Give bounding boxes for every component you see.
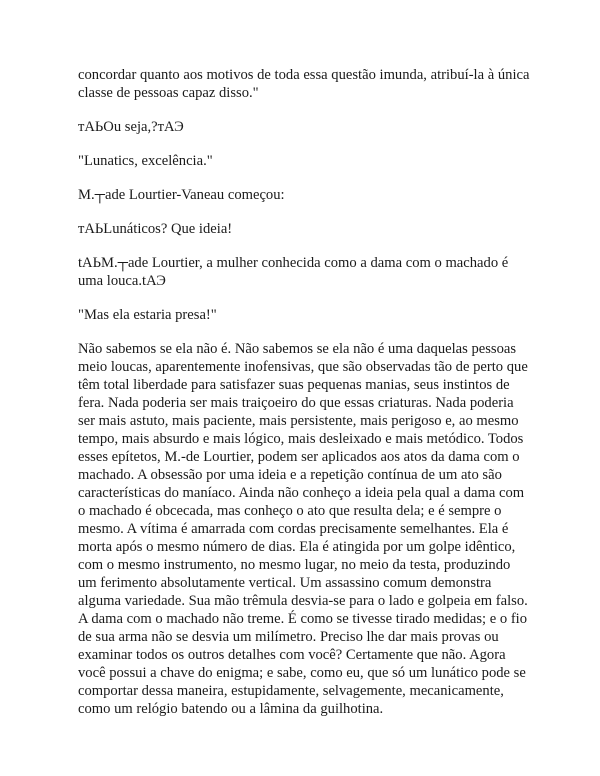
paragraph-dama-louca: tАЬM.┬ade Lourtier, a mulher conhecida como a dama com o machado é uma louca.tАЭ [78,255,509,289]
paragraph-lunaticos: тАЬLunáticos? Que ideia! [78,221,233,237]
paragraph-main-argument: Não sabemos se ela não é. Não sabemos se ela não é uma daquelas pessoas meio loucas, aparentemente inofensivas, que são observadas tão de perto que têm total liberdade para satisfazer suas pequenas manias, seus instintos de fera. Nada poderia ser mais traiçoeiro do que essas criaturas. Nada poderia ser mais astuto, mais paciente, mais persistente, mais perigoso e, ao mesmo tempo, mais absurdo e mais lógico, mais desleixado e mais metódico. Todos esses epítetos, M.-de Lourtier, podem ser aplicados aos atos da dama com o machado. A obsessão por uma ideia e a repetição contínua de um ato são características do maníaco. Ainda não conheço a ideia pela qual a dama com o machado é obcecada, mas conheço o ato que resulta dela; e é sempre o mesmo. A vítima é amarrada com cordas precisamente semelhantes. Ela é morta após o mesmo número de dias. Ela é atingida por um golpe idêntico, com o mesmo instrumento, no mesmo lugar, no meio da testa, produzindo um ferimento absolutamente vertical. Um assassino comum demonstra alguma variedade. Sua mão trêmula desvia-se para o lado e golpeia em falso. A dama com o machado não treme. É como se tivesse tirado medidas; e o fio de sua arma não se desvia um milímetro. Preciso lhe dar mais provas ou examinar todos os outros detalhes com você? Certamente que não. Agora você possui a chave do enigma; e sabe, como eu, que só um lunático pode se comportar dessa maneira, estupidamente, selvagemente, mecanicamente, como um relógio batendo ou a lâmina da guilhotina. [78,341,528,717]
paragraph-ou-seja: тАЬOu seja,?тАЭ [78,119,184,135]
document-page [78,66,530,734]
paragraph-lourtier-began: M.┬ade Lourtier-Vaneau começou: [78,187,285,203]
paragraph-continuation: concordar quanto aos motivos de toda essa questão imunda, atribuí-la à única classe de pessoas capaz disso." [78,67,530,101]
paragraph-lunatics: "Lunatics, excelência." [78,153,213,169]
paragraph-presa: "Mas ela estaria presa!" [78,307,217,323]
